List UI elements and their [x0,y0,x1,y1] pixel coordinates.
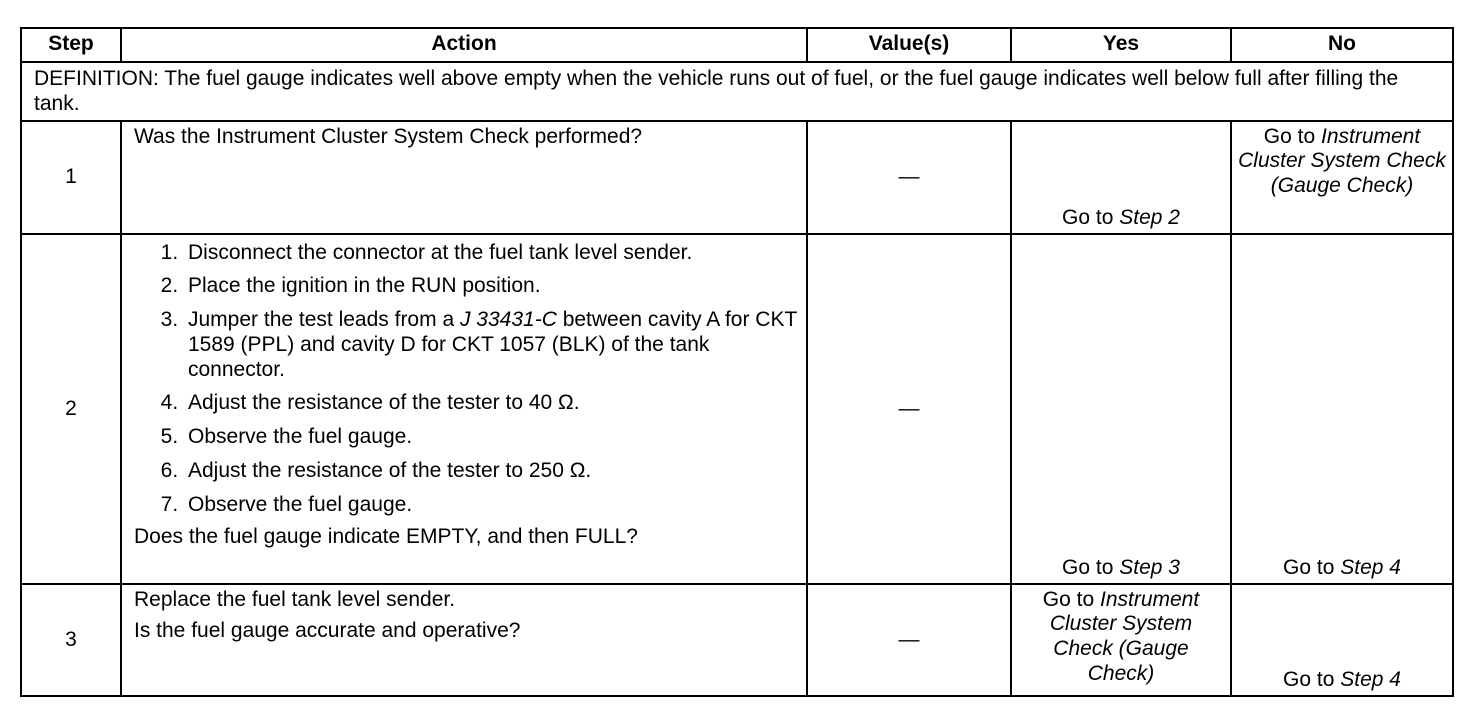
action-question: Is the fuel gauge accurate and operative? [134,619,521,643]
no-ref: Step 4 [1340,667,1401,691]
yes-cell [1011,234,1231,584]
action-cell [121,121,807,234]
action-instruction: Replace the fuel tank level sender. [134,587,456,611]
action-cell [121,234,807,584]
step-number: 3 [21,584,121,696]
substep-item: 6. Adjust the resistance of the tester to 250 Ω. [184,459,800,484]
value-cell: — [807,121,1011,234]
action-question: Does the fuel gauge indicate EMPTY, and then FULL? [134,525,638,549]
yes-prefix: Go to [1062,555,1120,579]
step-number: 1 [21,121,121,234]
table-row [21,234,1453,584]
diagnostic-table [20,27,1454,697]
substep-list [128,241,800,518]
substep-item: 1. Disconnect the connector at the fuel tank level sender. [184,241,800,266]
header-action: Action [121,28,807,62]
table-row [21,121,1453,234]
value-cell: — [807,584,1011,696]
value-cell: — [807,234,1011,584]
no-cell [1231,234,1453,584]
substep-item: 7. Observe the fuel gauge. [184,493,800,518]
no-prefix: Go to [1283,667,1341,691]
header-values: Value(s) [807,28,1011,62]
yes-cell [1011,584,1231,696]
substep-text: Jumper the test leads from a [188,308,460,332]
header-yes: Yes [1011,28,1231,62]
step-number: 2 [21,234,121,584]
no-cell [1231,584,1453,696]
substep-text: between cavity A for CKT 1589 (PPL) and cavity D for CKT 1057 (BLK) of the tank connector. [188,308,797,381]
tool-ref: J 33431-C [459,308,557,332]
table-row [21,584,1453,696]
substep-item: 5. Observe the fuel gauge. [184,425,800,450]
yes-ref: Step 2 [1119,205,1180,229]
definition-text: DEFINITION: The fuel gauge indicates well above empty when the vehicle runs out of fuel, or the fuel gauge indicates well below full after filling the tank. [21,62,1453,121]
yes-ref: Step 3 [1119,555,1180,579]
substep-item [184,308,800,382]
header-row [21,28,1453,62]
yes-cell [1011,121,1231,234]
yes-ref: Instrument Cluster System Check (Gauge Check) [1049,587,1200,685]
no-prefix: Go to [1263,124,1321,148]
no-ref: Instrument Cluster System Check (Gauge Check) [1238,124,1446,198]
substep-item: 4. Adjust the resistance of the tester to 40 Ω. [184,391,800,416]
action-question: Was the Instrument Cluster System Check performed? [134,124,643,148]
yes-prefix: Go to [1062,205,1120,229]
no-prefix: Go to [1283,555,1341,579]
substep-item: 2. Place the ignition in the RUN position. [184,274,800,299]
no-ref: Step 4 [1340,555,1401,579]
definition-row [21,62,1453,121]
action-cell [121,584,807,696]
procedure-sheet [20,27,1454,697]
yes-prefix: Go to [1042,587,1100,611]
header-no: No [1231,28,1453,62]
header-step: Step [21,28,121,62]
no-cell [1231,121,1453,234]
